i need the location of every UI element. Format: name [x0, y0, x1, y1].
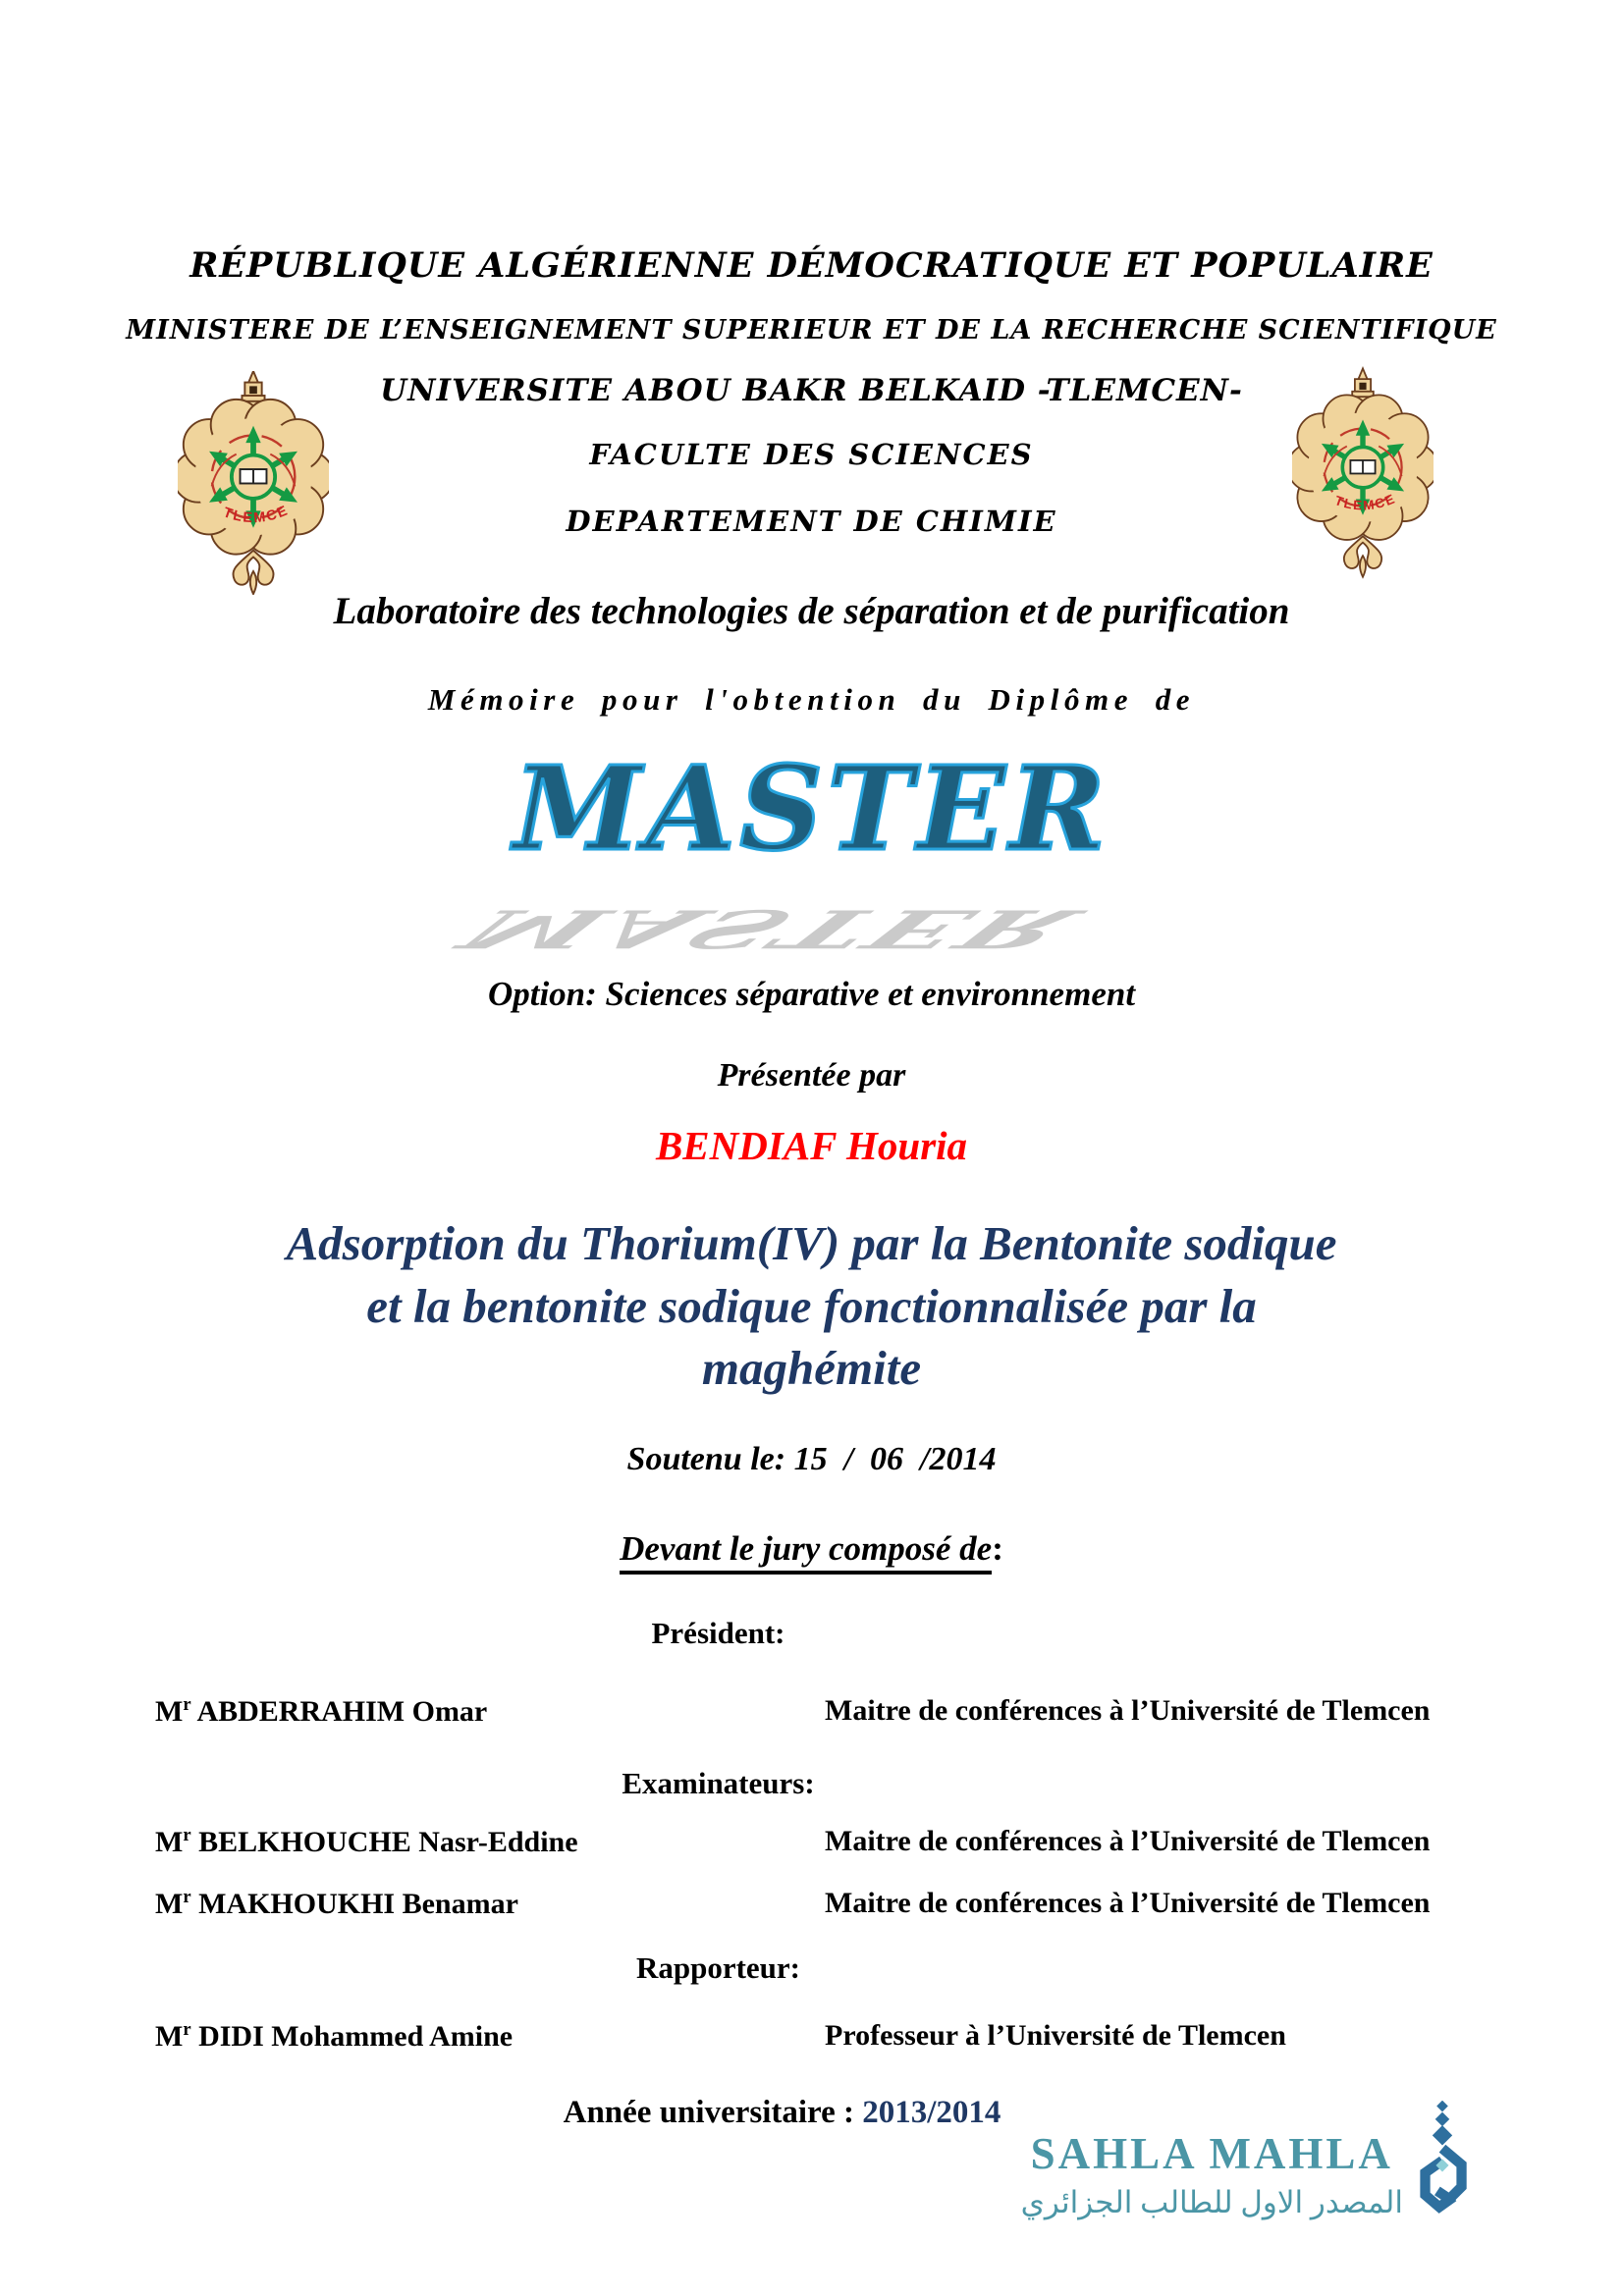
jury-member-role: Maitre de conférences à l’Université de Tlemcen [825, 1887, 1431, 1920]
memoire-line: Mémoire pour l'obtention du Diplôme de [427, 682, 1196, 717]
jury-heading-label: Devant le jury composé de [620, 1529, 992, 1575]
master-wordart-reflection: MASTER [417, 897, 1121, 960]
department-line: DEPARTEMENT DE CHIMIE [566, 505, 1057, 538]
ministry-line: MINISTERE DE L’ENSEIGNEMENT SUPERIEUR ET DE LA RECHERCHE SCIENTIFIQUE [126, 315, 1497, 346]
option-line: Option: Sciences séparative et environnement [487, 975, 1136, 1013]
jury-member-row [108, 1694, 1515, 1729]
thesis-title-line3: maghémite [701, 1341, 922, 1396]
republic-line: RÉPUBLIQUE ALGÉRIENNE DÉMOCRATIQUE ET POPULAIRE [189, 245, 1434, 286]
faculty-line: FACULTE DES SCIENCES [589, 438, 1034, 471]
publisher-brand [1021, 2110, 1478, 2220]
university-emblem-icon [1292, 363, 1434, 583]
university-emblem-icon [178, 371, 329, 595]
jury-section [108, 1616, 1515, 2054]
thesis-title-line2: et la bentonite sodique fonctionnalisée par la [366, 1278, 1257, 1333]
presented-by-line: Présentée par [717, 1057, 906, 1094]
jury-role-rapporteur: Rapporteur: [635, 1950, 801, 1986]
jury-member-row [108, 1825, 1515, 1859]
jury-member-row [108, 1887, 1515, 1921]
jury-member-role: Professeur à l’Université de Tlemcen [825, 2019, 1286, 2053]
jury-member-name: $M^r$ BELKHOUCHE Nasr-Eddine [155, 1825, 578, 1859]
thesis-title-line1: Adsorption du Thorium(IV) par la Bentonite sodique [286, 1216, 1337, 1270]
defense-date-line: Soutenu le: 15 / 06 /2014 [626, 1441, 997, 1478]
jury-member-role: Maitre de conférences à l’Université de Tlemcen [825, 1694, 1431, 1728]
jury-heading-colon: : [992, 1529, 1003, 1569]
university-line: UNIVERSITE ABOU BAKR BELKAID -TLEMCEN- [380, 373, 1243, 408]
jury-role-examiners: Examinateurs: [622, 1766, 815, 1801]
jury-heading [108, 1529, 1515, 1569]
master-wordart [108, 740, 1515, 961]
brand-kufic-mark-icon [1407, 2101, 1478, 2216]
jury-member-name: $M^r$ ABDERRAHIM Omar [155, 1694, 488, 1729]
author-name: BENDIAF Houria [655, 1123, 968, 1168]
jury-role-president: Président: [651, 1616, 785, 1651]
thesis-title [108, 1212, 1515, 1400]
jury-member-role: Maitre de conférences à l’Université de Tlemcen [825, 1825, 1431, 1858]
master-wordart-text: MASTER [513, 740, 1110, 877]
brand-tagline-arabic: المصدر الاول للطالب الجزائري [1020, 2185, 1403, 2219]
academic-year-value: 2013/2014 [862, 2095, 1001, 2131]
brand-name: SAHLA MAHLA [1030, 2129, 1393, 2178]
jury-member-row [108, 2019, 1515, 2054]
jury-member-name: $M^r$ MAKHOUKHI Benamar [155, 1887, 518, 1921]
laboratory-line: Laboratoire des technologies de séparation et de purification [333, 590, 1290, 632]
jury-member-name: $M^r$ DIDI Mohammed Amine [155, 2019, 514, 2054]
academic-year-label: Année universitaire : [563, 2095, 863, 2131]
brand-text [1021, 2128, 1403, 2220]
